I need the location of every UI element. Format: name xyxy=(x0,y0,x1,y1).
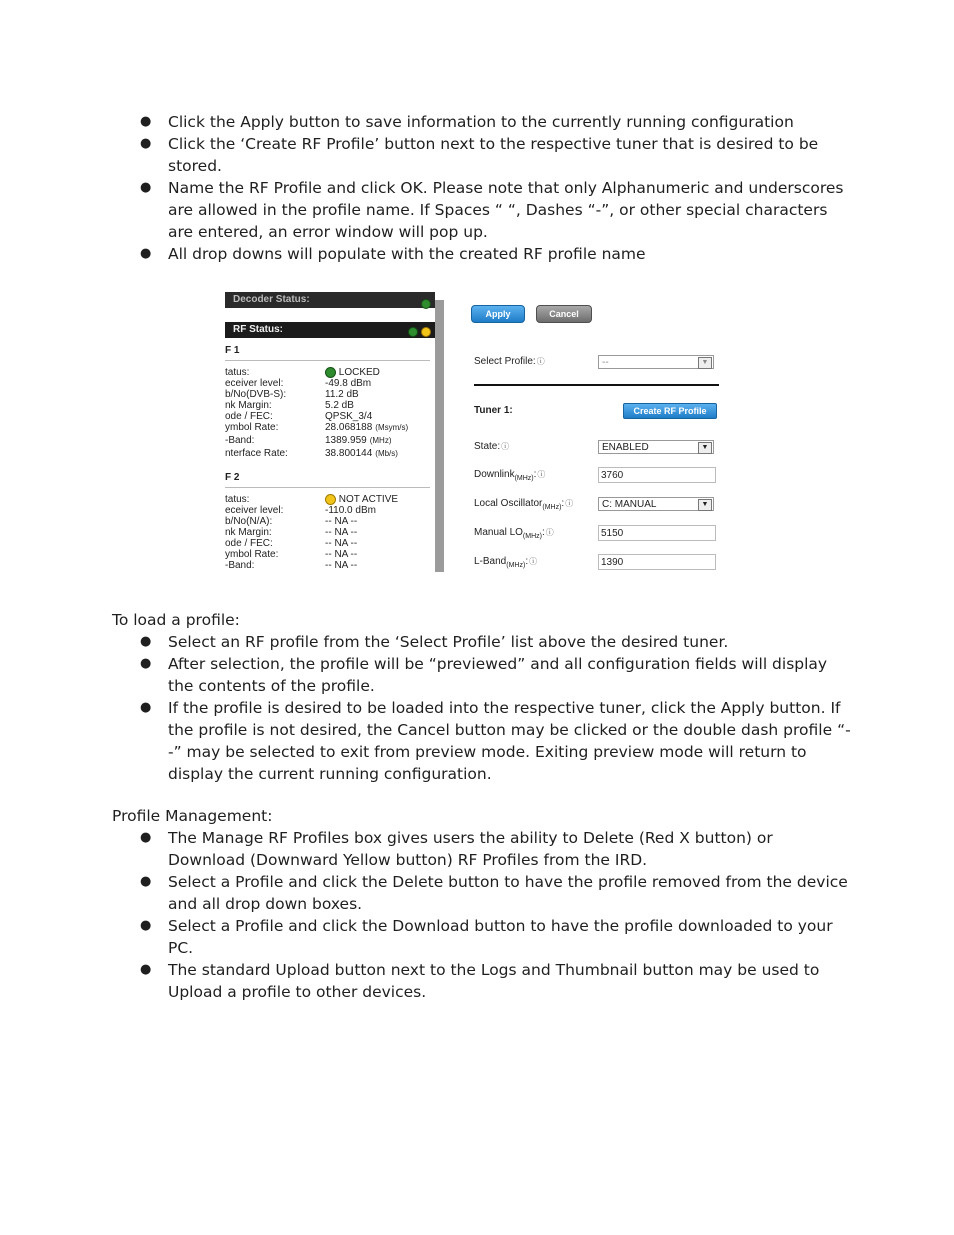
list-item: ● Select an RF profile from the ‘Select Profile’ list above the desired tuner. xyxy=(140,633,729,651)
section-heading: Profile Management: xyxy=(112,807,273,825)
cancel-button[interactable]: Cancel xyxy=(536,305,592,323)
panel-scrollbar[interactable] xyxy=(435,300,444,572)
bullet-icon: ● xyxy=(140,114,152,129)
rf2-row: ode / FEC: -- NA -- xyxy=(225,538,358,549)
status-led-icon xyxy=(408,327,418,337)
manual-lo-label: Manual $LO_{(MHz)}:ⓘ$ xyxy=(474,527,554,540)
list-item: ● Click the Apply button to save information to the currently running configuration xyxy=(140,113,794,131)
tuner-title: Tuner 1: xyxy=(474,405,513,416)
list-item: ● After selection, the profile will be “previewed” and all configuration fields will display the contents of the profile. xyxy=(140,655,828,695)
bullet-icon: ● xyxy=(140,962,152,977)
list-item: ● The Manage RF Profiles box gives users the ability to Delete (Red X button) or Download (Downward Yellow button) RF Profiles from the IRD. xyxy=(140,829,773,869)
manage-section xyxy=(112,805,852,1003)
help-icon[interactable]: ⓘ xyxy=(529,557,538,566)
load-bullet-list xyxy=(112,631,852,785)
select-profile-label: Select Profile:ⓘ xyxy=(474,356,545,367)
decoder-status-bar: Decoder Status: xyxy=(225,292,435,308)
rf2-row: -Band: -- NA -- xyxy=(225,560,358,571)
chevron-down-icon: ▼ xyxy=(698,357,712,369)
bullet-icon: ● xyxy=(140,180,152,195)
list-item: ● Name the RF Profile and click OK. Please note that only Alphanumeric and underscores are allowed in the profile name. If Spaces “ “, Dashes “-”, or other special characters are entered, an error window will pop up. xyxy=(140,179,844,241)
bullet-icon: ● xyxy=(140,136,152,151)
rf1-row: ymbol Rate: 28.068188 (Msym/s) xyxy=(225,422,409,433)
list-item: ● The standard Upload button next to the Logs and Thumbnail button may be used to Upload a profile to other devices. xyxy=(140,961,820,1001)
downlink-input[interactable]: 3760 xyxy=(598,467,716,483)
create-rf-profile-button[interactable]: Create RF Profile xyxy=(623,403,717,419)
bullet-icon: ● xyxy=(140,874,152,889)
rf-profile-screenshot xyxy=(225,294,720,572)
rf1-row: nterface Rate: 38.800144 (Mb/s) xyxy=(225,448,398,459)
state-dropdown[interactable]: ENABLED ▼ xyxy=(598,440,714,454)
list-item: ● If the profile is desired to be loaded into the respective tuner, click the Apply button. If the profile is not desired, the Cancel button may be clicked or the double dash profile “--” may be selected to exit from preview mode. Exiting preview mode will return to display the current running configuration. xyxy=(140,699,851,783)
list-item: ● Select a Profile and click the Delete button to have the profile removed from the device and all drop down boxes. xyxy=(140,873,848,913)
divider xyxy=(225,360,430,361)
manual-lo-input[interactable]: 5150 xyxy=(598,525,716,541)
load-section xyxy=(112,609,852,785)
rf2-row: ymbol Rate: -- NA -- xyxy=(225,549,358,560)
section-heading: To load a profile: xyxy=(112,611,240,629)
rf2-row: b/No(N/A): -- NA -- xyxy=(225,516,358,527)
rf2-title: F 2 xyxy=(225,472,240,483)
chevron-down-icon: ▼ xyxy=(698,442,712,454)
local-oscillator-dropdown[interactable]: C: MANUAL ▼ xyxy=(598,497,714,511)
rf2-row: eceiver level: -110.0 dBm xyxy=(225,505,376,516)
bullet-icon: ● xyxy=(140,656,152,671)
manage-bullet-list xyxy=(112,827,852,1003)
bullet-icon: ● xyxy=(140,700,152,715)
lband-label: L-Band$_{(MHz)}$:ⓘ xyxy=(474,556,538,569)
downlink-label: Downlink$_{(MHz)}$:ⓘ xyxy=(474,469,546,482)
help-icon[interactable]: ⓘ xyxy=(536,357,545,366)
locked-indicator-icon xyxy=(325,367,336,378)
rf1-row: eceiver level: -49.8 dBm xyxy=(225,378,372,389)
tuner-config-panel xyxy=(463,300,720,572)
bullet-icon: ● xyxy=(140,830,152,845)
select-profile-dropdown[interactable]: -- ▼ xyxy=(598,355,714,369)
help-icon[interactable]: ⓘ xyxy=(545,528,554,537)
status-led-icon xyxy=(421,327,431,337)
lband-input[interactable]: 1390 xyxy=(598,554,716,570)
list-item: ● Click the ‘Create RF Profile’ button next to the respective tuner that is desired to be stored. xyxy=(140,135,819,175)
rf2-row: nk Margin: -- NA -- xyxy=(225,527,358,538)
help-icon[interactable]: ⓘ xyxy=(565,499,574,508)
help-icon[interactable]: ⓘ xyxy=(501,442,510,451)
rf1-row: ode / FEC: QPSK_3/4 xyxy=(225,411,373,422)
local-oscillator-label: Local Oscillator$_{(MHz)}$:ⓘ xyxy=(474,498,574,511)
help-icon[interactable]: ⓘ xyxy=(537,470,546,479)
state-label: State:ⓘ xyxy=(474,441,510,452)
divider xyxy=(474,384,719,386)
intro-bullet-list xyxy=(112,111,852,265)
divider xyxy=(225,487,430,488)
bullet-icon: ● xyxy=(140,918,152,933)
rf-status-panel xyxy=(225,294,436,572)
list-item: ● All drop downs will populate with the created RF profile name xyxy=(140,245,646,263)
status-led-icon xyxy=(421,299,431,309)
intro-section xyxy=(112,111,852,265)
list-item: ● Select a Profile and click the Download button to have the profile downloaded to your PC. xyxy=(140,917,833,957)
rf-status-bar: RF Status: xyxy=(225,322,435,338)
rf1-title: F 1 xyxy=(225,345,240,356)
rf1-row: nk Margin: 5.2 dB xyxy=(225,400,354,411)
not-active-indicator-icon xyxy=(325,494,336,505)
rf1-row: tatus: LOCKED xyxy=(225,367,380,379)
rf1-row: -Band: 1389.959 (MHz) xyxy=(225,435,392,446)
apply-button[interactable]: Apply xyxy=(471,305,525,323)
bullet-icon: ● xyxy=(140,634,152,649)
bullet-icon: ● xyxy=(140,246,152,261)
chevron-down-icon: ▼ xyxy=(698,499,712,511)
rf1-row: b/No(DVB-S): 11.2 dB xyxy=(225,389,359,400)
rf2-row: tatus: NOT ACTIVE xyxy=(225,494,399,506)
